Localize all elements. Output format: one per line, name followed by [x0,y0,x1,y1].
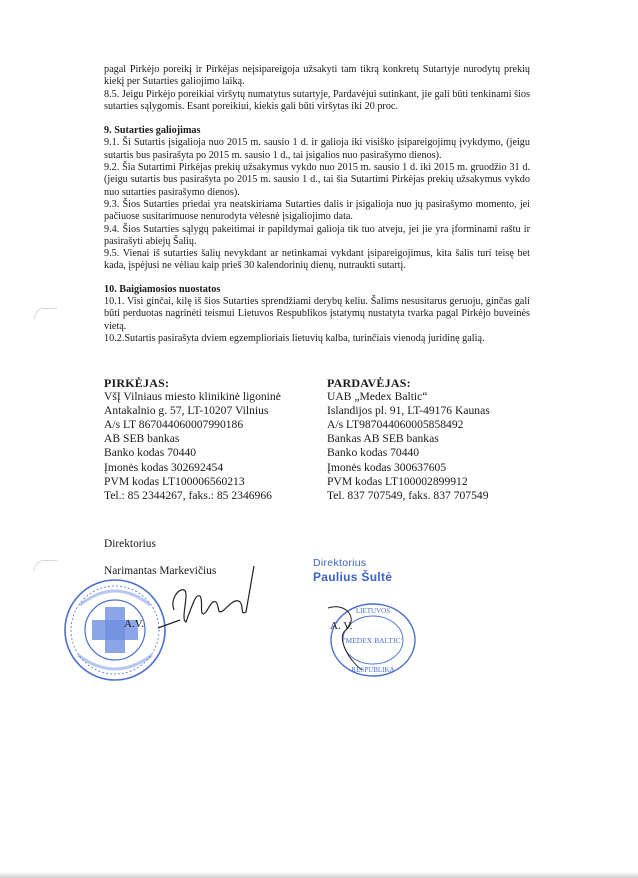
buyer-heading: PIRKĖJAS: [104,376,170,390]
seal-ring-top: LIETUVOS [355,607,391,615]
seller-line: Tel. 837 707549, faks. 837 707549 [327,488,489,502]
seal-ring-bottom: RESPUBLIKA [351,666,395,674]
seller-line: Islandijos pl. 91, LT-49176 Kaunas [327,404,490,418]
buyer-line: Įmonės kodas 302692454 [104,460,224,474]
clause-9-3: 9.3. Šios Sutarties priedai yra neatskiriama Sutarties dalis ir įsigalioja nuo jų pasirašymo momento, jei pačiuose susitarimuose nenurodyta vėlesnė įsigaliojimo data. [104,198,530,223]
seller-stamp-title: Direktorius [313,557,367,569]
buyer-signature [150,560,260,635]
buyer-line: PVM kodas LT100006560213 [104,474,245,488]
seller-block [327,376,537,503]
clause-9-2: 9.2. Šia Sutartimi Pirkėjas prekių užsakymus vykdo nuo 2015 m. sausio 1 d. iki 2015 m. gruodžio 31 d. (jeigu sutartis bus pasirašyta po 2015 m. sausio 1 d., tai šia Sutartimi Pirkėjas prekių užsakymus vykdo nuo sutarties pasirašymo dienos). [104,162,530,198]
seller-heading: PARDAVĖJAS: [327,376,411,390]
buyer-av-mark: A.V. [124,618,144,630]
buyer-line: Antakalnio g. 57, LT-10207 Vilnius [104,404,269,418]
seller-line: A/s LT987044060005858492 [327,418,464,432]
seller-av-mark: A. V. [330,620,353,632]
buyer-line: Banko kodas 70440 [104,446,197,460]
clause-9-1: 9.1. Ši Sutartis įsigalioja nuo 2015 m. sausio 1 d. ir galioja iki visiško įsipareigojimų įvykdymo, (jeigu sutartis bus pasirašyta po 2015 m. sausio 1 d., tai įsigalios nuo pasirašymo dienos). [104,137,530,161]
buyer-signatory-title: Direktorius [104,538,156,550]
buyer-line: AB SEB bankas [104,432,180,446]
seller-line: PVM kodas LT100002899912 [327,474,468,488]
clause-9-4: 9.4. Šios Sutarties sąlygų pakeitimai ir papildymai galioja tik tuo atveju, jei jie yra įforminami raštu ir pasirašyti abiejų Šalių. [104,223,530,247]
margin-punch-mark [34,308,57,319]
scan-bottom-edge [0,872,638,878]
section-9-heading: 9. Sutarties galiojimas [104,125,201,137]
seller-stamp-name: Paulius Šultė [313,570,393,584]
buyer-signatory-name: Narimantas Markevičius [104,565,217,577]
seller-line: UAB „Medex Baltic“ [327,390,428,404]
seal-center-text: "MEDEX BALTIC" [342,636,404,645]
seller-line: Bankas AB SEB bankas [327,432,439,446]
clause-9-5: 9.5. Vienai iš sutarties šalių nevykdant ar netinkamai vykdant įsipareigojimus, kita šalis turi teisę bet kada, įspėjusi ne vėliau kaip prieš 30 kalendorinių dienų, nutraukti sutartį. [104,248,530,272]
clause-10-1: 10.1. Visi ginčai, kilę iš šios Sutarties sprendžiami derybų keliu. Šalims nesusitarus geruoju, ginčas gali būti perduotas nagrinėti teismui Lietuvos Respublikos įstatymų nustatyta tvarka pagal Pirkėjo buveinės vietą. [104,296,530,332]
buyer-line: Tel.: 85 2344267, faks.: 85 2346966 [104,488,272,502]
buyer-block [104,376,314,503]
clause-text: pagal Pirkėjo poreikį ir Pirkėjas neįsipareigoja užsakyti tam tikrą konkretų Sutartyje nurodytų prekių kiekį per Sutarties galiojimo laiką. [104,64,530,88]
seller-seal-stamp [318,600,418,680]
seller-line: Banko kodas 70440 [327,446,420,460]
margin-punch-mark [34,560,57,571]
clause-8-5: 8.5. Jeigu Pirkėjo poreikiai viršytų numatytus sutartyje, Pardavėjui sutinkant, jie gali būti tenkinami šios sutarties sąlygomis. Esant poreikiui, kiekis gali būti viršytas iki 20 proc. [104,88,530,112]
seller-line: Įmonės kodas 300637605 [327,460,447,474]
buyer-line: VšĮ Vilniaus miesto klinikinė ligoninė [104,390,281,404]
buyer-line: A/s LT 867044060007990186 [104,418,244,432]
contract-body [104,64,530,345]
section-10-heading: 10. Baigiamosios nuostatos [104,283,221,295]
clause-10-2: 10.2.Sutartis pasirašyta dviem egzemplioriais lietuvių kalba, turinčiais vienodą juridinę galią. [104,332,485,344]
